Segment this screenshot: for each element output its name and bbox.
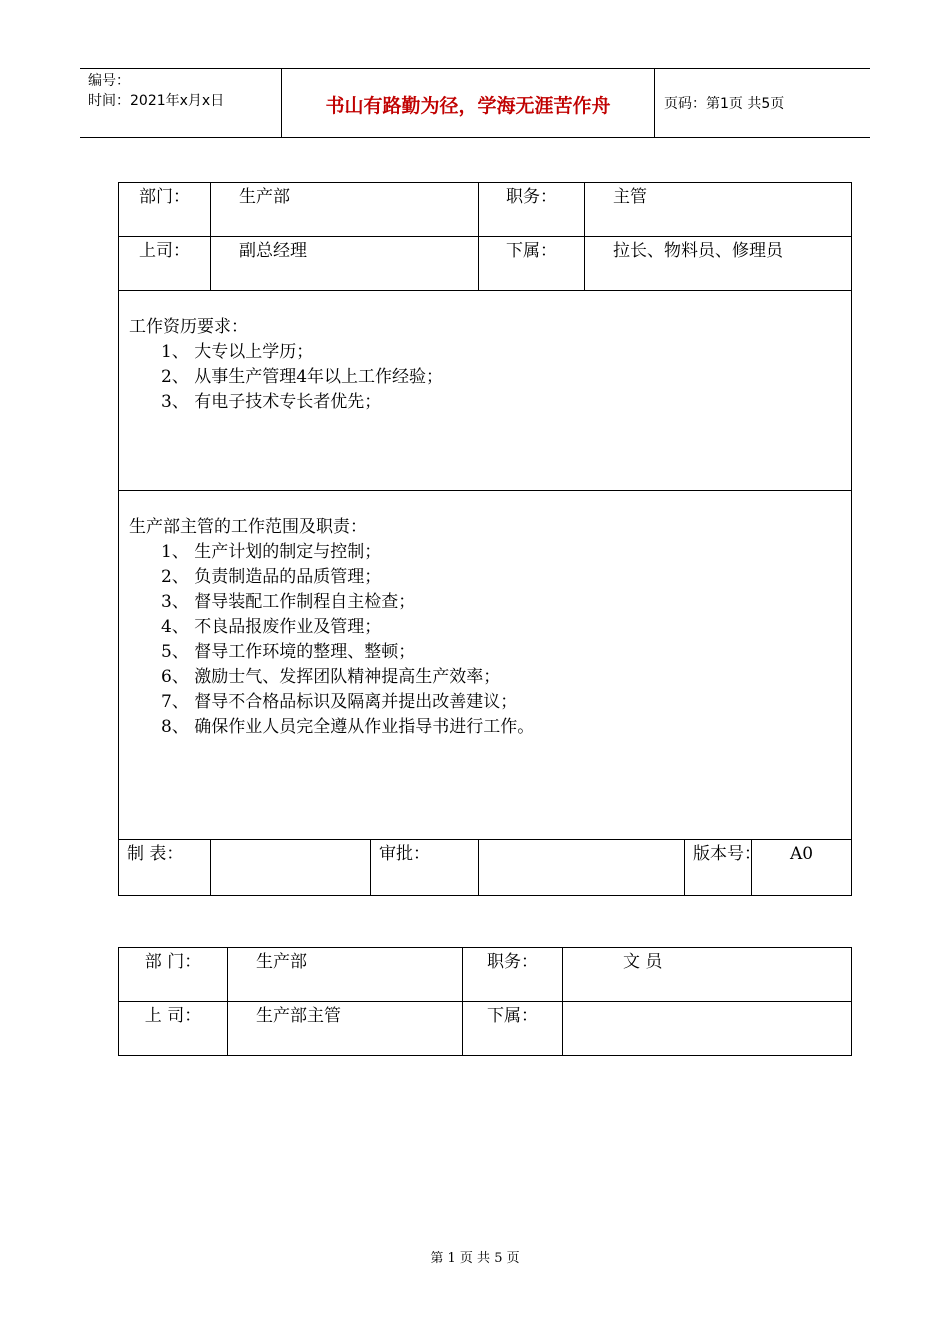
dept-value: 生产部 [228,948,463,1002]
header-motto: 书山有路勤为径，学海无涯苦作舟 [325,95,611,117]
header-meta [88,71,224,111]
superior-value: 副总经理 [211,237,479,291]
position-value: 文 员 [563,948,852,1002]
dept-label: 部 门： [119,948,228,1002]
dept-label: 部门： [119,183,211,237]
job-description-table-2 [118,947,852,1056]
subordinate-label: 下属： [463,1002,563,1056]
list-item: 2、 负责制造品的品质管理； [161,567,382,587]
list-item: 5、 督导工作环境的整理、整顿； [161,642,416,662]
version-label: 版本号： [685,840,752,896]
list-item: 6、 激励士气、发挥团队精神提高生产效率； [161,667,501,687]
qualifications-title: 工作资历要求： [129,317,248,337]
list-item: 1、 大专以上学历； [161,342,314,362]
position-label: 职务： [479,183,585,237]
code-label: 编号： [88,73,130,89]
page-footer: 第 1 页 共 5 页 [430,1251,520,1266]
position-value: 主管 [585,183,852,237]
subordinate-label: 下属： [479,237,585,291]
list-item: 2、 从事生产管理4年以上工作经验； [161,367,444,387]
duties-title: 生产部主管的工作范围及职责： [129,517,367,537]
superior-label: 上 司： [119,1002,228,1056]
time-label: 时间：2021年x月x日 [88,93,225,109]
page-header [80,68,870,138]
made-by-value [211,840,371,896]
approve-label: 审批： [371,840,479,896]
header-page-info: 页码：第1页 共5页 [664,96,785,112]
superior-value: 生产部主管 [228,1002,463,1056]
made-by-label: 制 表： [119,840,211,896]
approve-value [479,840,685,896]
version-value: A0 [752,840,852,896]
list-item: 3、 有电子技术专长者优先； [161,392,382,412]
header-divider [654,69,655,137]
dept-value: 生产部 [211,183,479,237]
superior-label: 上司： [119,237,211,291]
list-item: 1、 生产计划的制定与控制； [161,542,382,562]
subordinate-value [563,1002,852,1056]
list-item: 7、 督导不合格品标识及隔离并提出改善建议； [161,692,518,712]
qualifications-section [119,291,852,491]
list-item: 8、 确保作业人员完全遵从作业指导书进行工作。 [161,717,535,737]
list-item: 3、 督导装配工作制程自主检查； [161,592,416,612]
duties-section [119,491,852,840]
list-item: 4、 不良品报废作业及管理； [161,617,382,637]
position-label: 职务： [463,948,563,1002]
subordinate-value: 拉长、物料员、修理员 [585,237,852,291]
job-description-table-1 [118,182,852,896]
